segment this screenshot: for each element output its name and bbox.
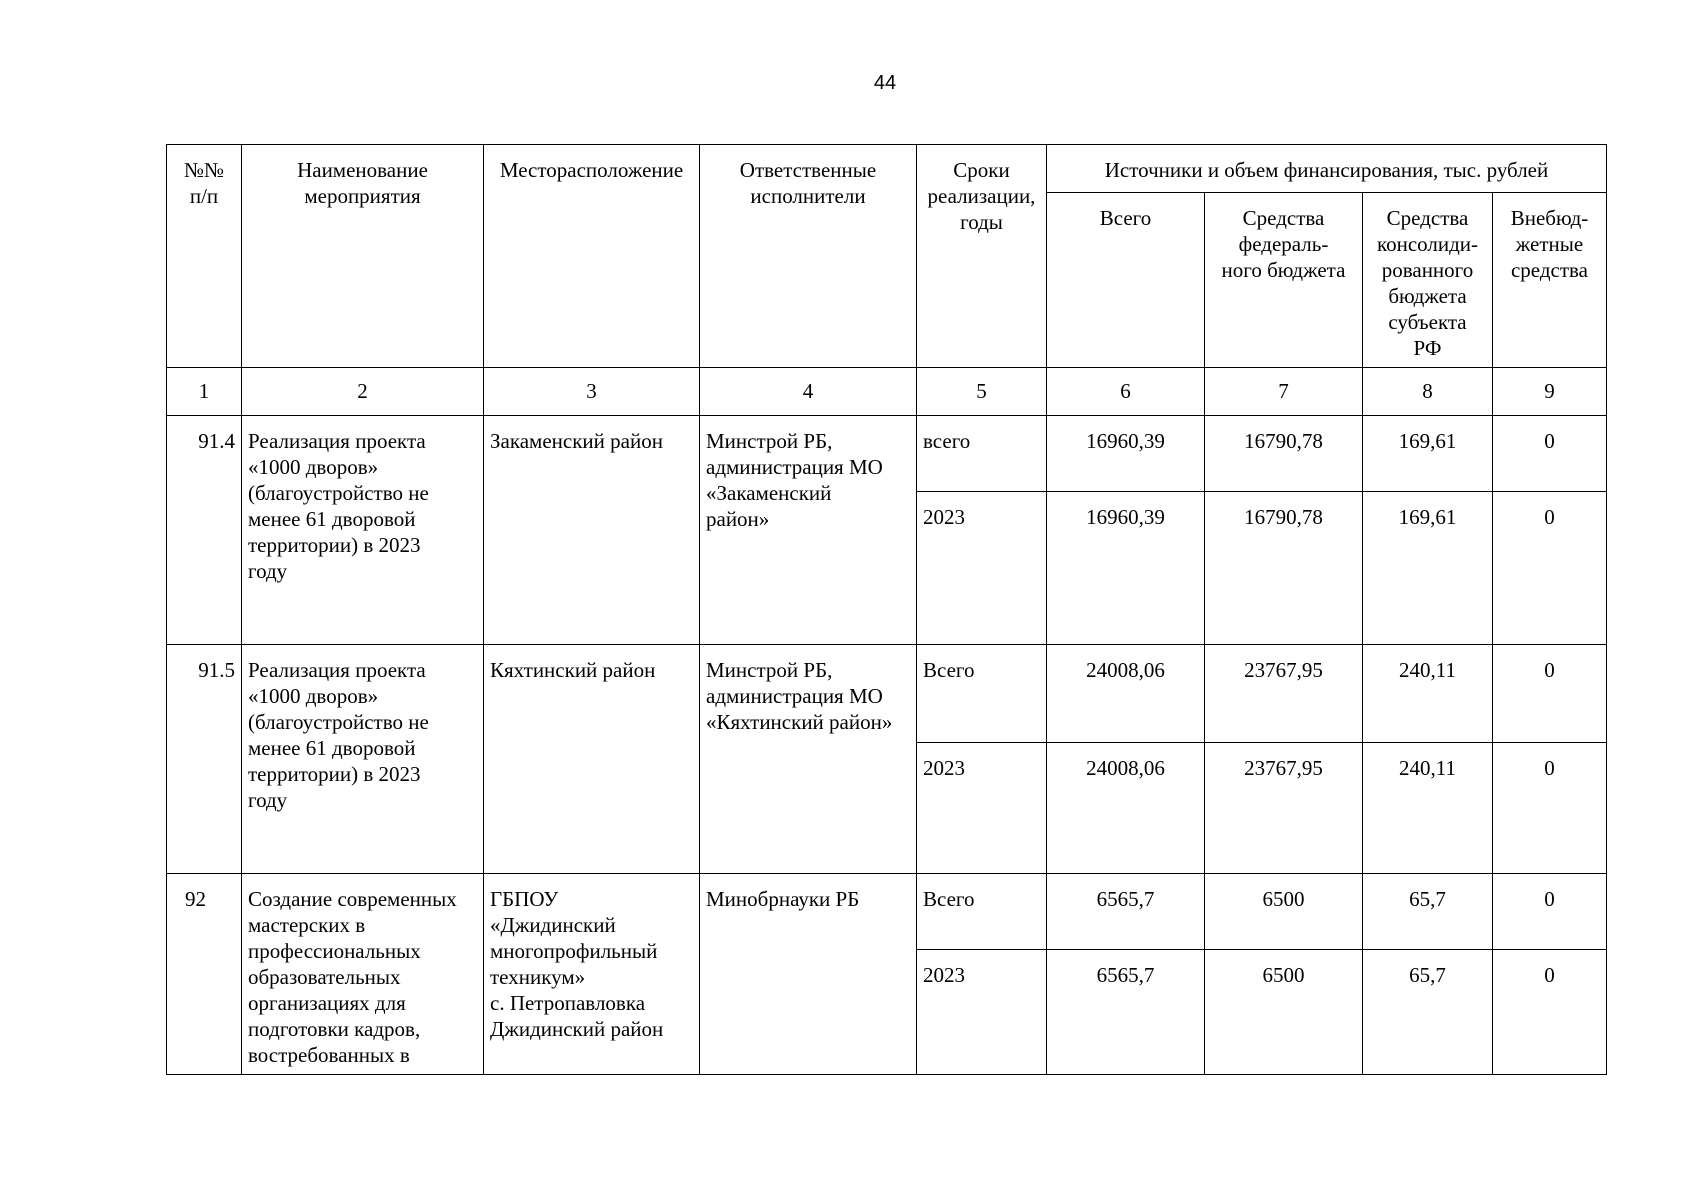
table-row <box>167 874 1607 950</box>
row-executors: Минстрой РБ, администрация МО «Закаменский район» <box>700 416 917 645</box>
row-total: 24008,06 <box>1047 645 1205 743</box>
header-federal: Средства федераль- ного бюджета <box>1205 193 1363 368</box>
financing-table <box>166 144 1607 1075</box>
column-number: 8 <box>1363 368 1493 416</box>
row-extrabudget: 0 <box>1493 416 1607 492</box>
column-number-row <box>167 368 1607 416</box>
header-terms: Сроки реализации, годы <box>917 145 1047 368</box>
row-term: 2023 <box>917 492 1047 645</box>
header-total: Всего <box>1047 193 1205 368</box>
column-number: 9 <box>1493 368 1607 416</box>
column-number: 6 <box>1047 368 1205 416</box>
row-total: 16960,39 <box>1047 492 1205 645</box>
row-term: Всего <box>917 874 1047 950</box>
header-row-top <box>167 145 1607 193</box>
row-federal: 16790,78 <box>1205 492 1363 645</box>
header-executors: Ответственные исполнители <box>700 145 917 368</box>
header-consolidated: Средства консолиди- рованного бюджета субъекта РФ <box>1363 193 1493 368</box>
row-number: 92 <box>167 874 242 1075</box>
row-consolidated: 240,11 <box>1363 743 1493 874</box>
header-extrabudget: Внебюд- жетные средства <box>1493 193 1607 368</box>
column-number: 4 <box>700 368 917 416</box>
table-row <box>167 416 1607 492</box>
row-total: 6565,7 <box>1047 874 1205 950</box>
row-extrabudget: 0 <box>1493 645 1607 743</box>
column-number: 7 <box>1205 368 1363 416</box>
header-location: Месторасположение <box>484 145 700 368</box>
row-consolidated: 65,7 <box>1363 950 1493 1075</box>
table-row <box>167 645 1607 743</box>
row-extrabudget: 0 <box>1493 874 1607 950</box>
row-federal: 23767,95 <box>1205 645 1363 743</box>
row-extrabudget: 0 <box>1493 743 1607 874</box>
row-consolidated: 169,61 <box>1363 492 1493 645</box>
row-total: 16960,39 <box>1047 416 1205 492</box>
column-number: 1 <box>167 368 242 416</box>
row-federal: 23767,95 <box>1205 743 1363 874</box>
row-executors: Минстрой РБ, администрация МО «Кяхтинский район» <box>700 645 917 874</box>
column-number: 3 <box>484 368 700 416</box>
row-extrabudget: 0 <box>1493 950 1607 1075</box>
row-total: 24008,06 <box>1047 743 1205 874</box>
row-federal: 16790,78 <box>1205 416 1363 492</box>
row-name: Реализация проекта «1000 дворов» (благоустройство не менее 61 дворовой территории) в 2023 году <box>242 645 484 874</box>
header-sources: Источники и объем финансирования, тыс. рублей <box>1047 145 1607 193</box>
row-consolidated: 65,7 <box>1363 874 1493 950</box>
page-number: 44 <box>873 72 897 94</box>
header-num: №№ п/п <box>167 145 242 368</box>
header-name: Наименование мероприятия <box>242 145 484 368</box>
column-number: 2 <box>242 368 484 416</box>
row-federal: 6500 <box>1205 874 1363 950</box>
row-executors: Минобрнауки РБ <box>700 874 917 1075</box>
row-number: 91.4 <box>167 416 242 645</box>
row-term: Всего <box>917 645 1047 743</box>
row-term: всего <box>917 416 1047 492</box>
row-number: 91.5 <box>167 645 242 874</box>
row-extrabudget: 0 <box>1493 492 1607 645</box>
row-total: 6565,7 <box>1047 950 1205 1075</box>
row-name: Реализация проекта «1000 дворов» (благоустройство не менее 61 дворовой территории) в 2023 году <box>242 416 484 645</box>
row-location: ГБПОУ «Джидинский многопрофильный техникум» с. Петропавловка Джидинский район <box>484 874 700 1075</box>
row-consolidated: 240,11 <box>1363 645 1493 743</box>
row-federal: 6500 <box>1205 950 1363 1075</box>
row-location: Кяхтинский район <box>484 645 700 874</box>
column-number: 5 <box>917 368 1047 416</box>
row-consolidated: 169,61 <box>1363 416 1493 492</box>
row-term: 2023 <box>917 743 1047 874</box>
row-name: Создание современных мастерских в профессиональных образовательных организациях для подготовки кадров, востребованных в <box>242 874 484 1075</box>
row-term: 2023 <box>917 950 1047 1075</box>
row-location: Закаменский район <box>484 416 700 645</box>
